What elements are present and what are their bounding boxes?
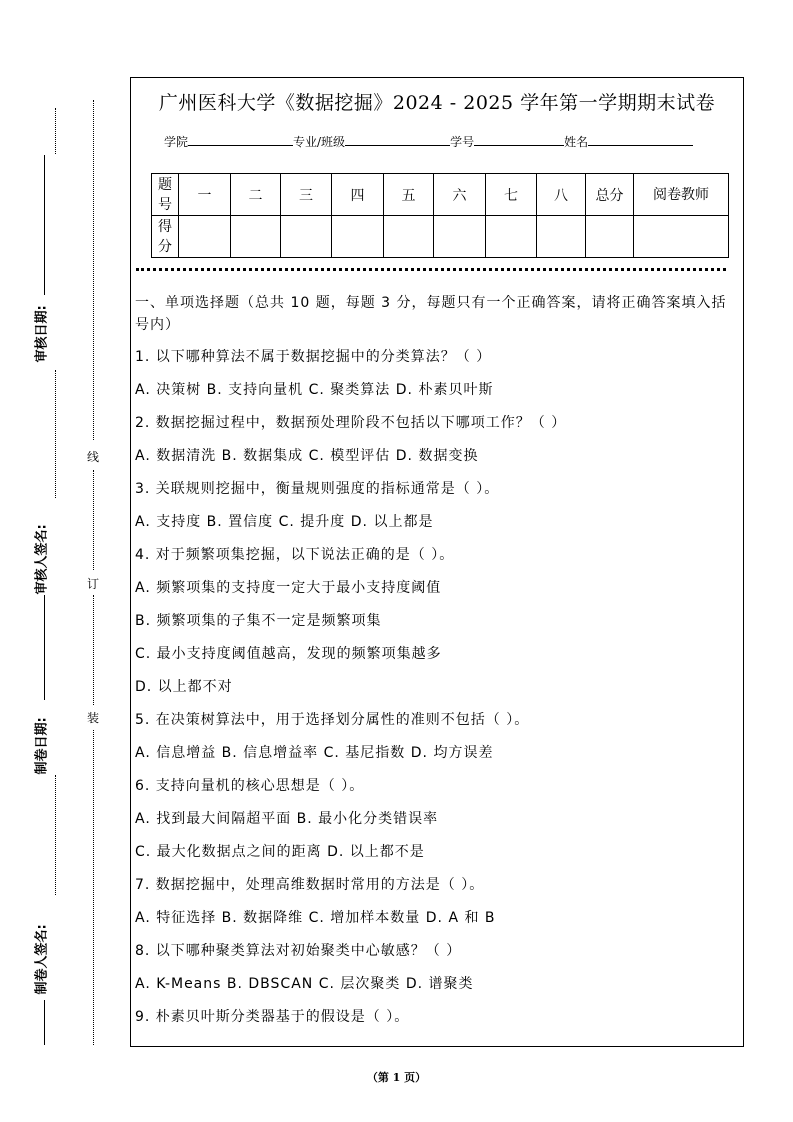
maker-sign-label: 制卷人签名: [34, 924, 50, 995]
major-field[interactable] [345, 133, 450, 146]
question-line: 2. 数据挖掘过程中，数据预处理阶段不包括以下哪项工作？（ ） [135, 415, 567, 431]
binding-dotted-line [93, 730, 94, 1045]
question-line: 9. 朴素贝叶斯分类器基于的假设是（ ）。 [135, 1009, 410, 1025]
question-line: 8. 以下哪种聚类算法对初始聚类中心敏感？（ ） [135, 943, 462, 959]
option-line: C. 最大化数据点之间的距离 D. 以上都不是 [135, 844, 425, 860]
score-cell[interactable] [179, 216, 231, 258]
score-cell[interactable] [434, 216, 486, 258]
score-header-cell: 四 [332, 174, 384, 216]
bind-char-xian: 线 [87, 450, 100, 464]
student-id-field[interactable] [474, 133, 564, 146]
option-line: A. 支持度 B. 置信度 C. 提升度 D. 以上都是 [135, 514, 434, 530]
score-header-cell: 题号 [152, 174, 179, 216]
reviewer-sign-label: 审核人签名: [34, 524, 50, 595]
binding-dotted-line [93, 100, 94, 440]
question-line: 7. 数据挖掘中，处理高维数据时常用的方法是（ ）。 [135, 877, 485, 893]
maker-date-label: 制卷日期: [34, 717, 50, 775]
student-id-label: 学号 [450, 135, 475, 149]
margin-dotted-line [55, 775, 56, 895]
question-line: 3. 关联规则挖掘中，衡量规则强度的指标通常是（ ）。 [135, 481, 500, 497]
score-header-cell: 六 [434, 174, 486, 216]
score-row-label: 得分 [152, 216, 179, 258]
score-cell[interactable] [486, 216, 537, 258]
score-cell[interactable] [384, 216, 434, 258]
reviewer-date-label: 审核日期: [34, 305, 50, 363]
college-label: 学院 [164, 135, 189, 149]
option-line: A. 特征选择 B. 数据降维 C. 增加样本数量 D. A 和 B [135, 910, 496, 926]
signature-line [44, 595, 45, 700]
college-field[interactable] [188, 133, 293, 146]
name-field[interactable] [588, 133, 693, 146]
question-section [135, 292, 735, 1040]
score-header-cell: 五 [384, 174, 434, 216]
question-line: 6. 支持向量机的核心思想是（ ）。 [135, 778, 365, 794]
student-info-row [164, 133, 693, 150]
option-line: B. 频繁项集的子集不一定是频繁项集 [135, 613, 382, 629]
score-table-score-row [152, 216, 729, 258]
score-cell[interactable] [332, 216, 384, 258]
score-header-cell: 三 [281, 174, 332, 216]
question-line: 5. 在决策树算法中，用于选择划分属性的准则不包括（ ）。 [135, 712, 530, 728]
page-number: （第 1 页） [366, 1071, 427, 1084]
binding-dotted-line [93, 595, 94, 705]
option-line: A. 信息增益 B. 信息增益率 C. 基尼指数 D. 均方误差 [135, 745, 494, 761]
option-line: A. K-Means B. DBSCAN C. 层次聚类 D. 谱聚类 [135, 976, 474, 992]
bind-char-zhuang: 装 [87, 711, 100, 725]
score-cell[interactable] [537, 216, 586, 258]
score-header-cell: 二 [231, 174, 281, 216]
name-label: 姓名 [564, 135, 589, 149]
score-table-header-row [152, 174, 729, 216]
score-cell[interactable] [586, 216, 634, 258]
exam-title: 广州医科大学《数据挖掘》2024 - 2025 学年第一学期期末试卷 [158, 92, 716, 114]
binding-dotted-line [93, 470, 94, 570]
question-line: 1. 以下哪种算法不属于数据挖掘中的分类算法？（ ） [135, 349, 492, 365]
score-header-cell: 八 [537, 174, 586, 216]
score-header-cell: 一 [179, 174, 231, 216]
score-cell[interactable] [634, 216, 729, 258]
option-line: A. 找到最大间隔超平面 B. 最小化分类错误率 [135, 811, 439, 827]
option-line: A. 数据清洗 B. 数据集成 C. 模型评估 D. 数据变换 [135, 448, 479, 464]
score-header-cell: 阅卷教师 [634, 174, 729, 216]
question-line: 4. 对于频繁项集挖掘，以下说法正确的是（ ）。 [135, 547, 455, 563]
score-table [151, 173, 729, 258]
dotted-separator [136, 268, 726, 271]
margin-dotted-line [55, 108, 56, 154]
score-cell[interactable] [231, 216, 281, 258]
score-cell[interactable] [281, 216, 332, 258]
score-header-cell: 总分 [586, 174, 634, 216]
option-line: C. 最小支持度阈值越高，发现的频繁项集越多 [135, 646, 442, 662]
exam-frame [130, 77, 744, 1047]
signature-line [44, 155, 45, 295]
section-title: 一、单项选择题（总共 10 题，每题 3 分，每题只有一个正确答案，请将正确答案填入括号内） [135, 295, 727, 333]
option-line: A. 决策树 B. 支持向量机 C. 聚类算法 D. 朴素贝叶斯 [135, 382, 494, 398]
margin-dotted-line [55, 370, 56, 498]
signature-line [44, 1000, 45, 1045]
option-line: D. 以上都不对 [135, 679, 233, 695]
major-label: 专业/班级 [293, 135, 346, 149]
score-header-cell: 七 [486, 174, 537, 216]
option-line: A. 频繁项集的支持度一定大于最小支持度阈值 [135, 580, 442, 596]
bind-char-ding: 订 [87, 577, 100, 591]
